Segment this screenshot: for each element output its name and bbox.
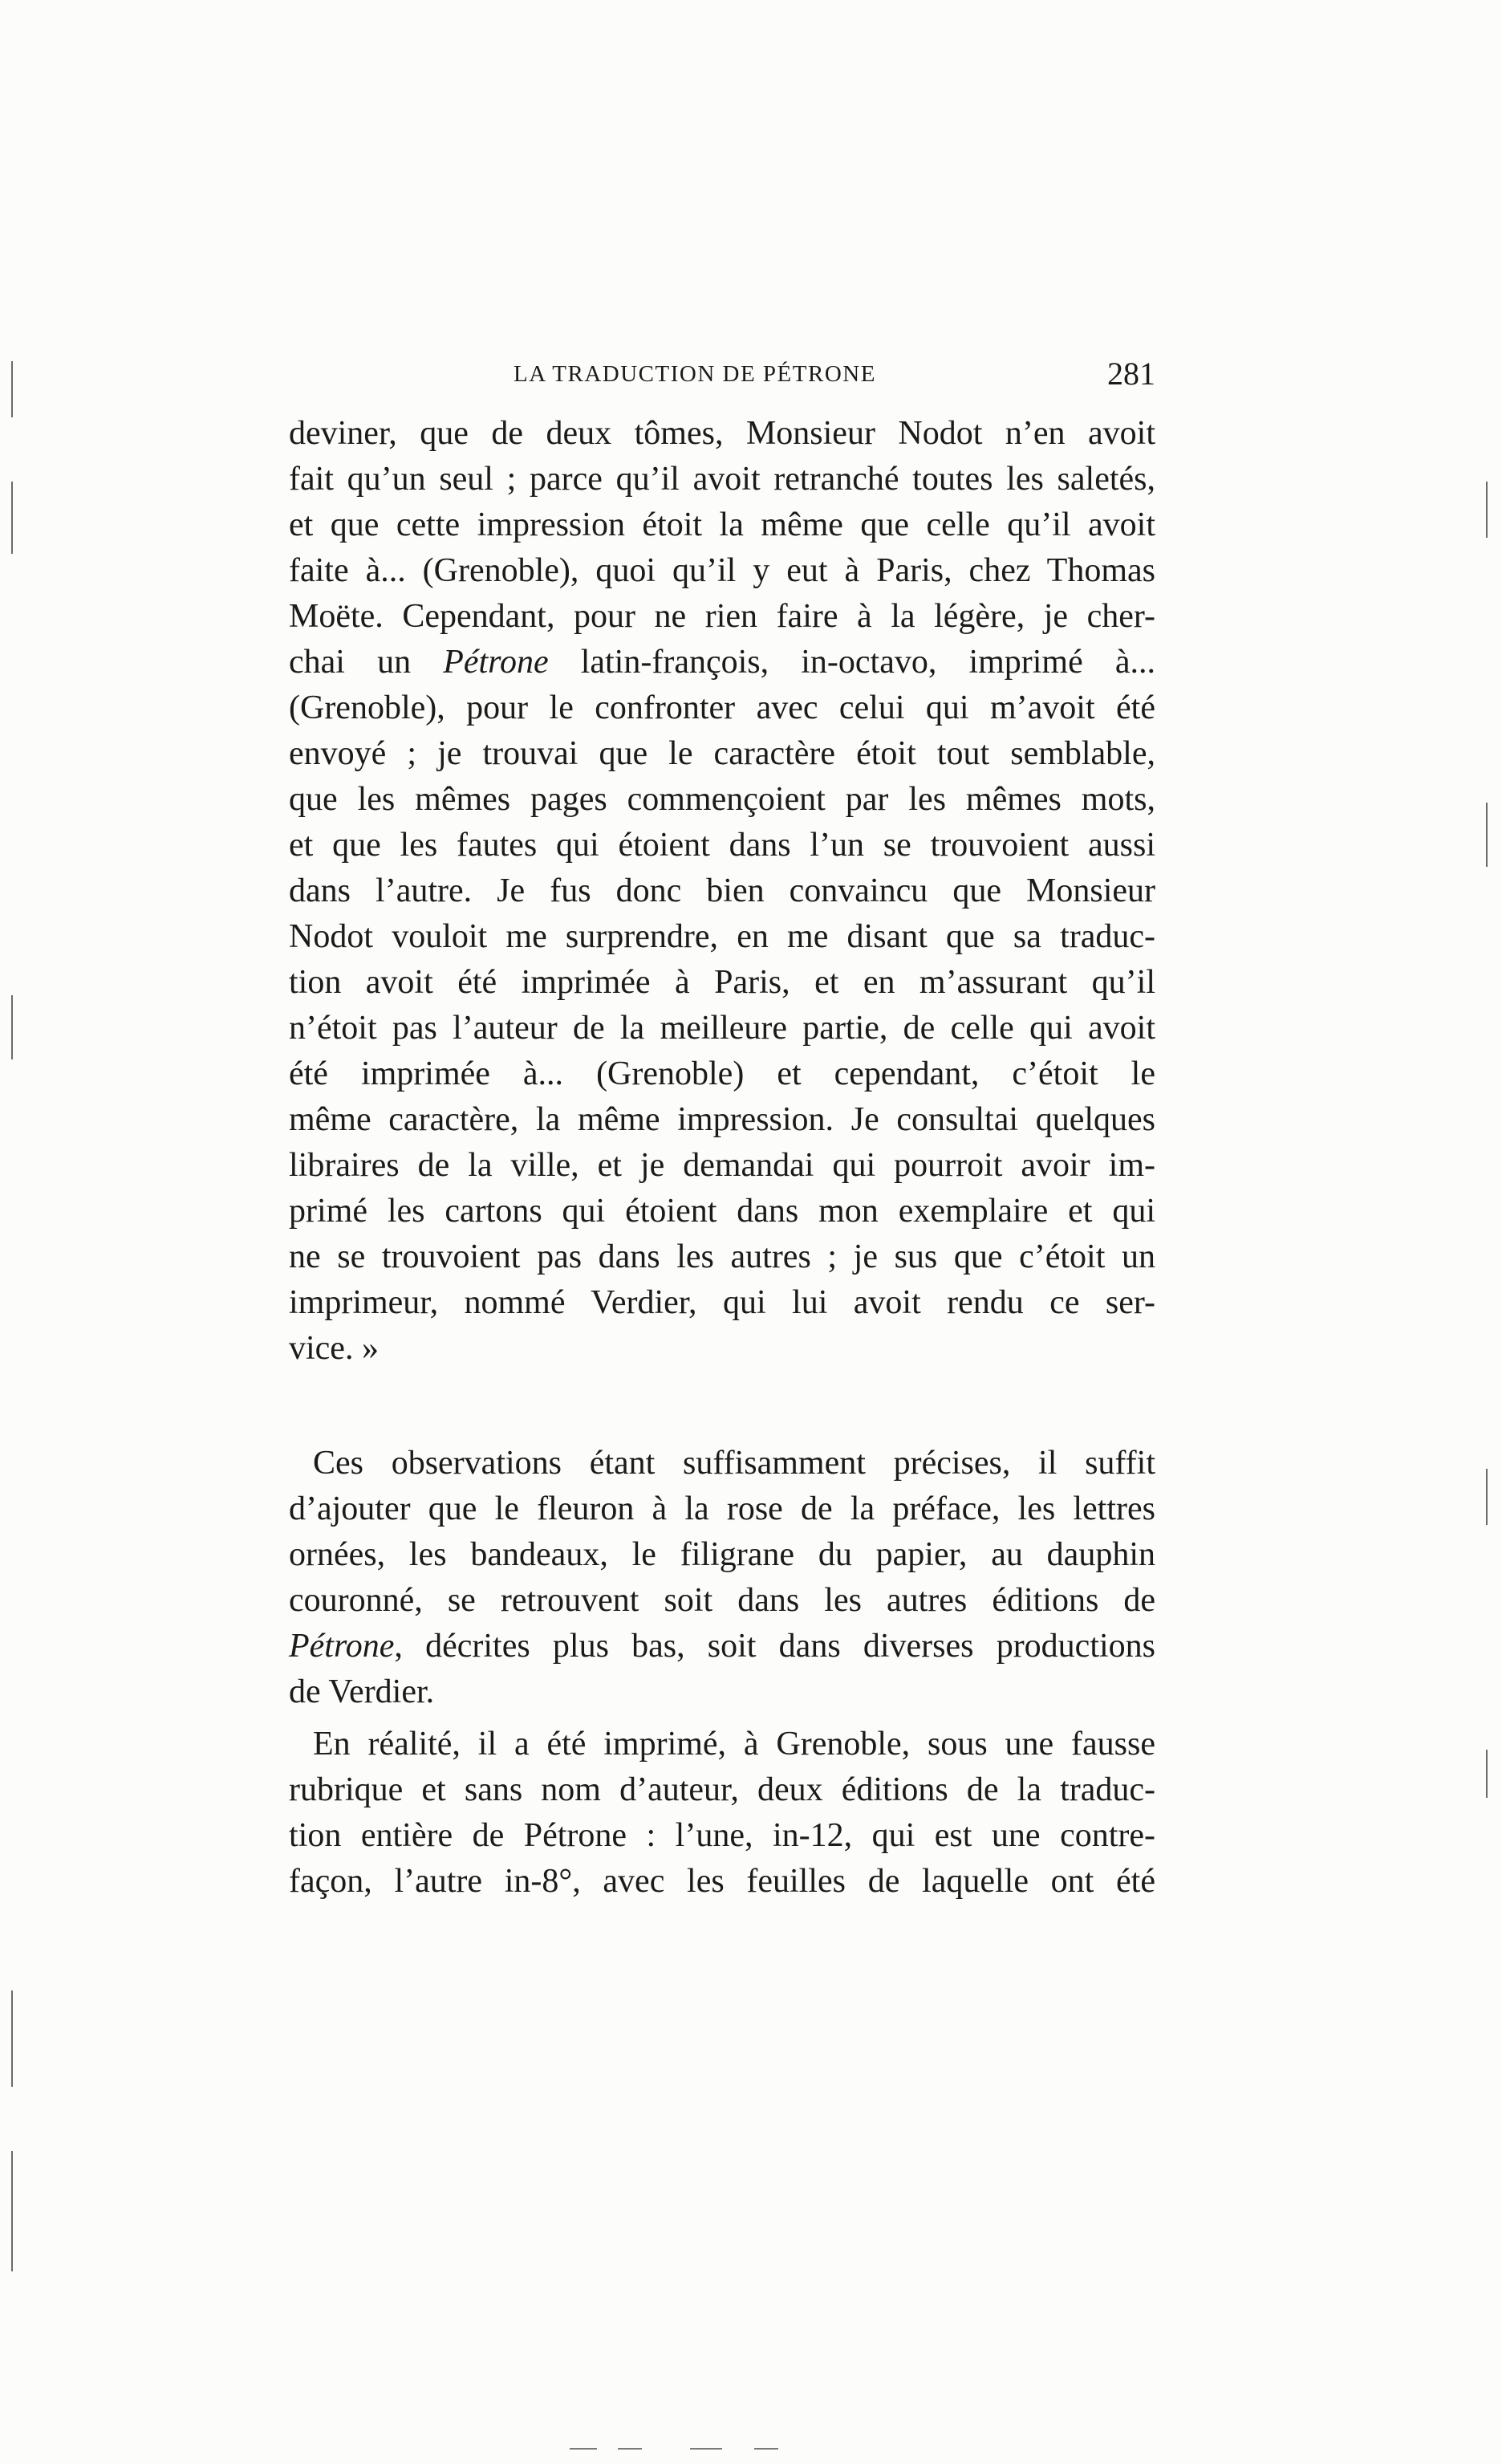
- italic-title: Pétrone: [289, 1628, 395, 1665]
- text-line: façon, l’autre in-8°, avec les feuilles de laquelle ont été: [289, 1863, 1155, 1900]
- scan-edge-mark: [1486, 1750, 1488, 1798]
- text-line: que les mêmes pages commençoient par les mêmes mots,: [289, 781, 1155, 818]
- text-line: rubrique et sans nom d’auteur, deux éditions de la traduc-: [289, 1771, 1155, 1808]
- text-line: libraires de la ville, et je demandai qui pourroit avoir im-: [289, 1147, 1155, 1184]
- text-line: (Grenoble), pour le confronter avec celui qui m’avoit été: [289, 689, 1155, 726]
- paragraph-2: [289, 1441, 1155, 1715]
- text-line: vice. »: [289, 1330, 379, 1367]
- scan-edge-mark: [11, 361, 13, 417]
- scan-edge-mark: [1486, 1469, 1488, 1525]
- scan-edge-mark: [11, 482, 13, 554]
- text-line: n’étoit pas l’auteur de la meilleure partie, de celle qui avoit: [289, 1010, 1155, 1047]
- italic-title: Pétrone: [443, 644, 549, 681]
- text-line: tion avoit été imprimée à Paris, et en m’assurant qu’il: [289, 964, 1155, 1001]
- page-header: [289, 352, 1155, 400]
- text-line: En réalité, il a été imprimé, à Grenoble, sous une fausse: [313, 1726, 1155, 1763]
- page-number: 281: [1107, 356, 1155, 392]
- text-line: couronné, se retrouvent soit dans les autres éditions de: [289, 1582, 1155, 1619]
- text-line: primé les cartons qui étoient dans mon exemplaire et qui: [289, 1193, 1155, 1230]
- text-line: ne se trouvoient pas dans les autres ; je sus que c’étoit un: [289, 1238, 1155, 1275]
- scan-edge-mark: [570, 2448, 597, 2450]
- text-line: Nodot vouloit me surprendre, en me disant que sa traduc-: [289, 918, 1155, 955]
- text-line: et que les fautes qui étoient dans l’un se trouvoient aussi: [289, 827, 1155, 864]
- scan-edge-mark: [11, 995, 13, 1059]
- scan-edge-mark: [1486, 803, 1488, 867]
- text-line: Ces observations étant suffisamment précises, il suffit: [313, 1445, 1155, 1482]
- scan-edge-mark: [11, 1990, 13, 2087]
- text-line: fait qu’un seul ; parce qu’il avoit retranché toutes les saletés,: [289, 461, 1155, 498]
- text-line: chai un Pétrone latin-françois, in-octavo, imprimé à...: [289, 644, 1155, 681]
- text-line: ornées, les bandeaux, le filigrane du papier, au dauphin: [289, 1536, 1155, 1573]
- scan-edge-mark: [11, 2151, 13, 2271]
- scan-edge-mark: [690, 2448, 722, 2450]
- text-line: et que cette impression étoit la même que celle qu’il avoit: [289, 506, 1155, 543]
- scan-edge-mark: [1486, 482, 1488, 538]
- paragraph-3: [289, 1722, 1155, 1905]
- text-line: Moëte. Cependant, pour ne rien faire à la légère, je cher-: [289, 598, 1155, 635]
- text-line: même caractère, la même impression. Je consultai quelques: [289, 1101, 1155, 1138]
- text-line: deviner, que de deux tômes, Monsieur Nodot n’en avoit: [289, 415, 1155, 452]
- running-title: LA TRADUCTION DE PÉTRONE: [514, 361, 876, 387]
- body-text: [289, 411, 1155, 1905]
- text-line: de Verdier.: [289, 1673, 435, 1710]
- paragraph-1: [289, 411, 1155, 1372]
- text-line: imprimeur, nommé Verdier, qui lui avoit rendu ce ser-: [289, 1284, 1155, 1321]
- text-line: été imprimée à... (Grenoble) et cependant, c’étoit le: [289, 1055, 1155, 1092]
- text-line: faite à... (Grenoble), quoi qu’il y eut à Paris, chez Thomas: [289, 552, 1155, 589]
- text-line: d’ajouter que le fleuron à la rose de la préface, les lettres: [289, 1490, 1155, 1527]
- text-line: tion entière de Pétrone : l’une, in-12, qui est une contre-: [289, 1817, 1155, 1854]
- text-line: dans l’autre. Je fus donc bien convaincu que Monsieur: [289, 872, 1155, 909]
- scan-edge-mark: [754, 2448, 778, 2450]
- scan-edge-mark: [618, 2448, 642, 2450]
- text-line: Pétrone, décrites plus bas, soit dans diverses productions: [289, 1628, 1155, 1665]
- text-line: envoyé ; je trouvai que le caractère étoit tout semblable,: [289, 735, 1155, 772]
